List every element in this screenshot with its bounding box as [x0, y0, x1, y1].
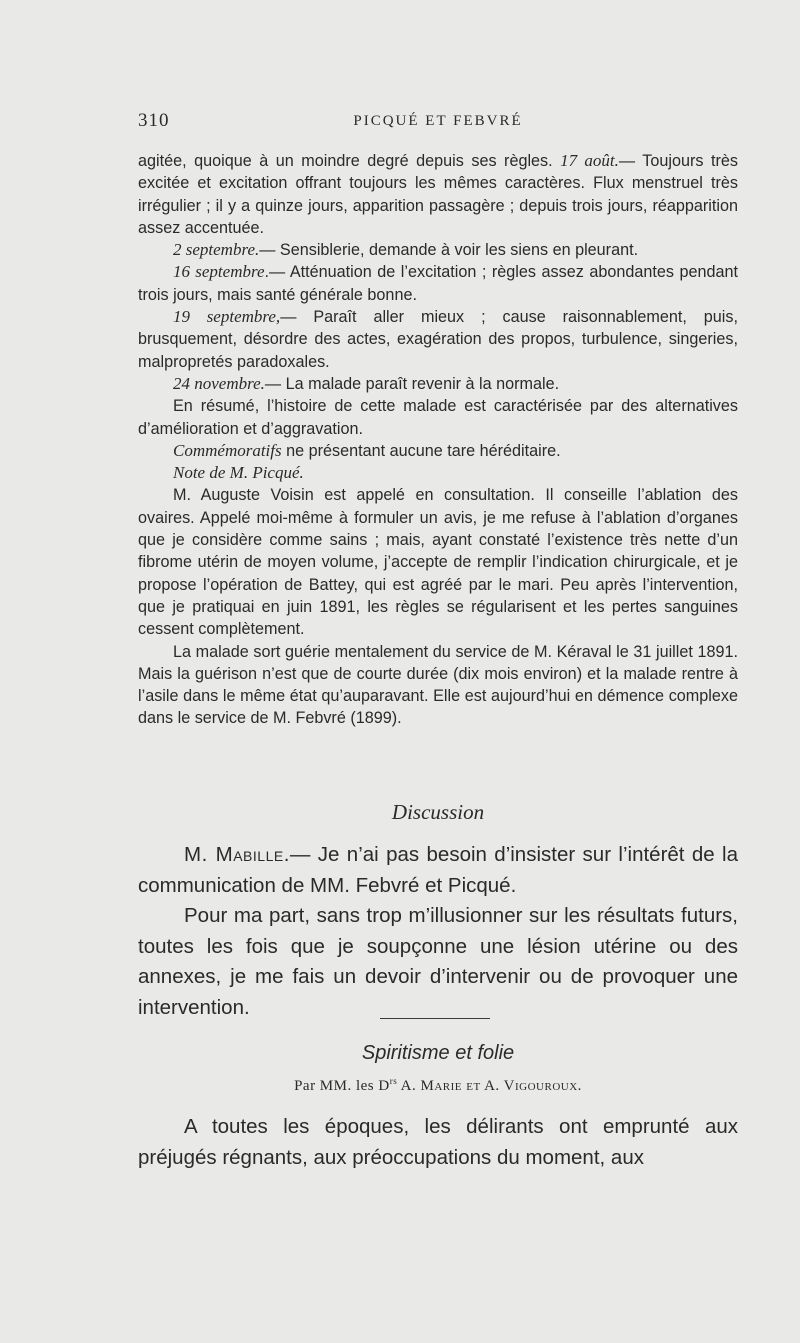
speaker-name: M. Mabille.: [184, 843, 290, 866]
date-label: 19 septembre,: [173, 307, 281, 327]
note-paragraph-2: La malade sort guérie mentalement du service de M. Kéraval le 31 juillet 1891. Mais la guérison n’est que de courte durée (dix mois environ) et la malade rentre à l’asile dans le même état qu’auparavant. Elle est aujourd’hui en démence complexe dans le service de M. Febvré (1899).: [138, 642, 738, 728]
case-paragraph-5: [138, 373, 738, 395]
note-paragraph-1: M. Auguste Voisin est appelé en consultation. Il conseille l’ablation des ovaires. Appelé moi-même à formuler un avis, je me refuse à l’ablation d’organes que je considère comme sains ; mais, ayant constaté l’existence très nette d’un fibrome utérin de moyen volume, j’accepte de remplir l’indication chirurgicale, et je propose l’opération de Battey, qui est agréé par le mari. Peu après l’intervention, que je pratiquai en juin 1891, les règles se régularisent et les pertes sanguines cessent complètement.: [138, 486, 738, 639]
date-label: 16 septembre: [173, 262, 265, 282]
byline-prefix: Par MM. les D: [294, 1078, 390, 1094]
discussion-paragraph-2: Pour ma part, sans trop m’illusionner sur les résultats futurs, toutes les fois que je soupçonne une lésion utérine ou des annexes, je me fais un devoir d’intervenir ou de provoquer une intervention.: [138, 904, 738, 1019]
date-label: 24 novembre.: [173, 373, 265, 393]
case-text: — La malade paraît revenir à la normale.: [264, 374, 560, 393]
case-paragraph-1: [138, 150, 738, 239]
case-text: — Sensiblerie, demande à voir les siens en pleurant.: [259, 241, 639, 260]
discussion-body: [138, 840, 738, 1023]
article-byline: [138, 1076, 738, 1095]
commemoratifs-paragraph: [138, 440, 738, 462]
section-divider: [380, 1018, 490, 1019]
article-body: [138, 1112, 738, 1173]
page-number: 310: [138, 110, 170, 131]
case-text: agitée, quoique à un moindre degré depuis ses règles.: [138, 152, 553, 170]
byline-superscript: rs: [389, 1076, 398, 1086]
discussion-heading: Discussion: [391, 800, 485, 824]
case-text: — Toujours très excitée et excitation offrant toujours les mêmes caractères. Flux menstruel très irrégulier ; il y a quinze jours, apparition passagère ; depuis trois jours, réapparition assez accentuée.: [138, 152, 738, 237]
note-label: Note de M. Picqué.: [173, 463, 304, 483]
case-paragraph-4: [138, 306, 738, 373]
article-opening: A toutes les époques, les délirants ont emprunté aux préjugés régnants, aux préoccupations du moment, aux: [138, 1115, 738, 1169]
case-paragraph-3: [138, 261, 738, 306]
commemoratifs-label: Commémoratifs: [173, 440, 282, 460]
discussion-text: — Je n’ai pas besoin d’insister sur l’intérêt de la communication de MM. Febvré et Picqué.: [138, 843, 739, 897]
case-report: [138, 150, 738, 730]
byline-authors: A. Marie et A. Vigouroux.: [397, 1078, 582, 1094]
note-heading: [138, 462, 738, 484]
case-paragraph-2: [138, 239, 738, 261]
page-header: [138, 110, 738, 134]
case-text: ne présentant aucune tare héréditaire.: [281, 441, 561, 460]
running-head: PICQUÉ ET FEBVRÉ: [353, 113, 523, 129]
case-text: — Paraît aller mieux ; cause raisonnablement, puis, brusquement, désordre des actes, exagération des propos, turbulence, singeries, malpropretés paradoxales.: [138, 308, 738, 371]
discussion-paragraph-1: [138, 840, 738, 901]
summary-paragraph: En résumé, l’histoire de cette malade est caractérisée par des alternatives d’amélioration et d’aggravation.: [138, 397, 738, 438]
article-title: Spiritisme et folie: [361, 1042, 515, 1064]
case-text: .— Atténuation de l’excitation ; règles assez abondantes pendant trois jours, mais santé générale bonne.: [138, 263, 738, 304]
date-label: 2 septembre.: [173, 240, 260, 260]
date-label: 17 août.: [560, 151, 619, 170]
